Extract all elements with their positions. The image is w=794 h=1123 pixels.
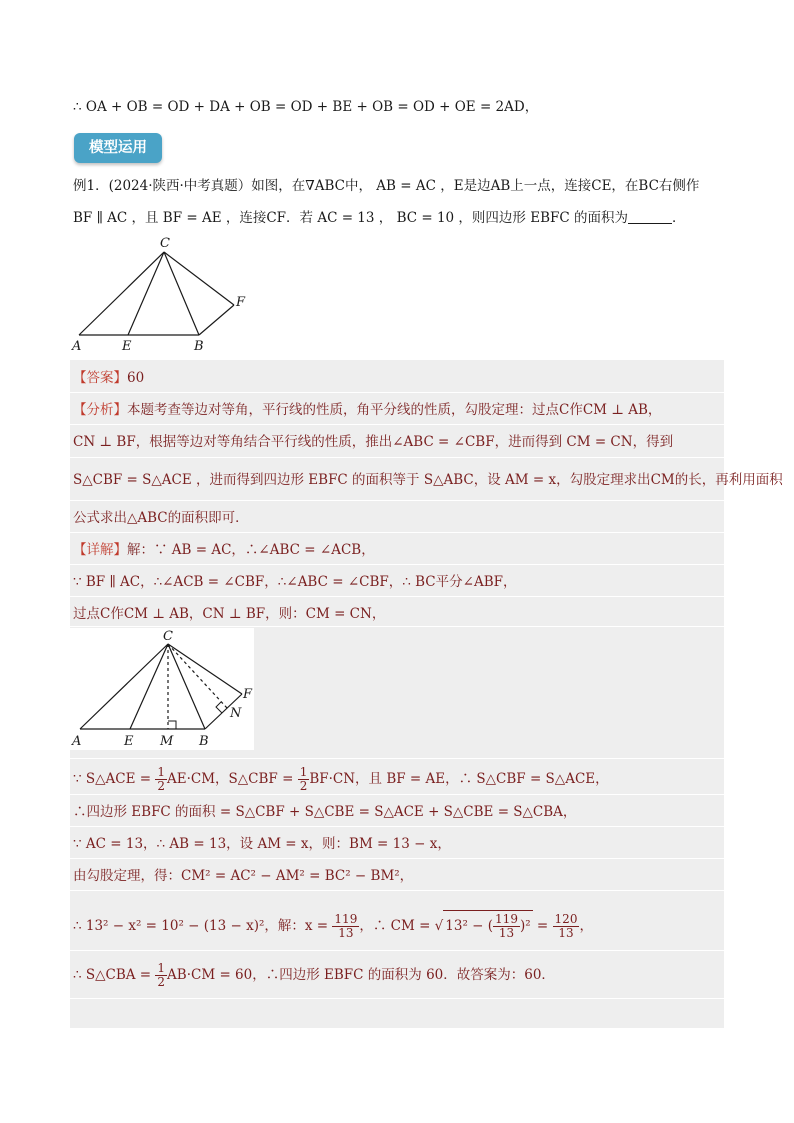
figure-2-diagram xyxy=(70,628,254,750)
answer-line: 【答案】60 xyxy=(73,370,145,386)
fig2-label-B: B xyxy=(199,734,209,749)
fig2-label-A: A xyxy=(72,734,82,749)
analysis-line-3: S△CBF = S△ACE ，进而得到四边形 EBFC 的面积等于 S△ABC，设 AM = x，勾股定理求出CM的长，再利用面积 xyxy=(73,472,783,488)
detail-line-9: ∴ S△CBA = $\frac{1}{2}$ AB·CM = 60，∴四边形 EBFC 的面积为 60．故答案为：60． xyxy=(73,961,555,989)
detail-line-5: ∴四边形 EBFC 的面积 = S△CBF + S△CBE = S△ACE + S△CBE = S△CBA， xyxy=(73,804,577,820)
problem-line-1: 例1．(2024·陕西·中考真题）如图，在∇ABC中， AB = AC ，E是边AB上一点，连接CE，在BC右侧作 xyxy=(73,178,700,194)
fig1-label-F: F xyxy=(236,295,246,310)
fig1-label-C: C xyxy=(160,236,170,251)
detail-line-6: ∵ AC = 13，∴ AB = 13，设 AM = x，则：BM = 13 − x， xyxy=(73,836,451,852)
detail-line-8: ∴ 13² − x² = 10² − (13 − x)²，解：x = $\frac{119}{13}$ ，∴ CM = √ 13² − ( $\frac{119}{13}$ )² = $\frac{120}{13}$ ， xyxy=(73,912,593,940)
detail-line-3: 过点C作CM ⊥ AB，CN ⊥ BF，则：CM = CN， xyxy=(73,606,386,622)
fig1-label-E: E xyxy=(122,339,132,354)
fig2-label-M: M xyxy=(160,734,174,749)
fig2-label-F: F xyxy=(243,687,253,702)
fig2-label-N: N xyxy=(230,706,242,721)
figure-1-diagram xyxy=(66,232,266,354)
fig2-label-C: C xyxy=(163,629,173,644)
detail-line-4: ∵ S△ACE = $\frac{1}{2}$ AE·CM，S△CBF = $\frac{1}{2}$ BF·CN，且 BF = AE，∴ S△CBF = S△ACE， xyxy=(73,765,609,793)
fig1-label-A: A xyxy=(72,339,82,354)
fig2-label-E: E xyxy=(124,734,134,749)
detail-line-2: ∵ BF ∥ AC，∴∠ACB = ∠CBF，∴∠ABC = ∠CBF，∴ BC平分∠ABF， xyxy=(73,574,517,590)
intro-equation: ∴ OA + OB = OD + DA + OB = OD + BE + OB = OD + OE = 2AD， xyxy=(73,99,539,115)
analysis-line-2: CN ⊥ BF，根据等边对等角结合平行线的性质，推出∠ABC = ∠CBF，进而得到 CM = CN，得到 xyxy=(73,434,674,450)
analysis-line-4: 公式求出△ABC的面积即可． xyxy=(73,510,249,526)
detail-line-7: 由勾股定理，得：CM² = AC² − AM² = BC² − BM²， xyxy=(73,868,414,884)
section-badge: 模型运用 xyxy=(74,133,162,163)
analysis-line-1: 【分析】本题考查等边对等角，平行线的性质，角平分线的性质，勾股定理：过点C作CM ⊥ AB， xyxy=(73,402,662,418)
problem-line-2: BF ∥ AC ，且 BF = AE ，连接CF．若 AC = 13 ， BC = 10 ，则四边形 EBFC 的面积为 ． xyxy=(73,210,686,226)
fig1-label-B: B xyxy=(194,339,204,354)
detail-line-1: 【详解】解：∵ AB = AC，∴∠ABC = ∠ACB， xyxy=(73,542,375,558)
answer-blank xyxy=(628,209,672,224)
